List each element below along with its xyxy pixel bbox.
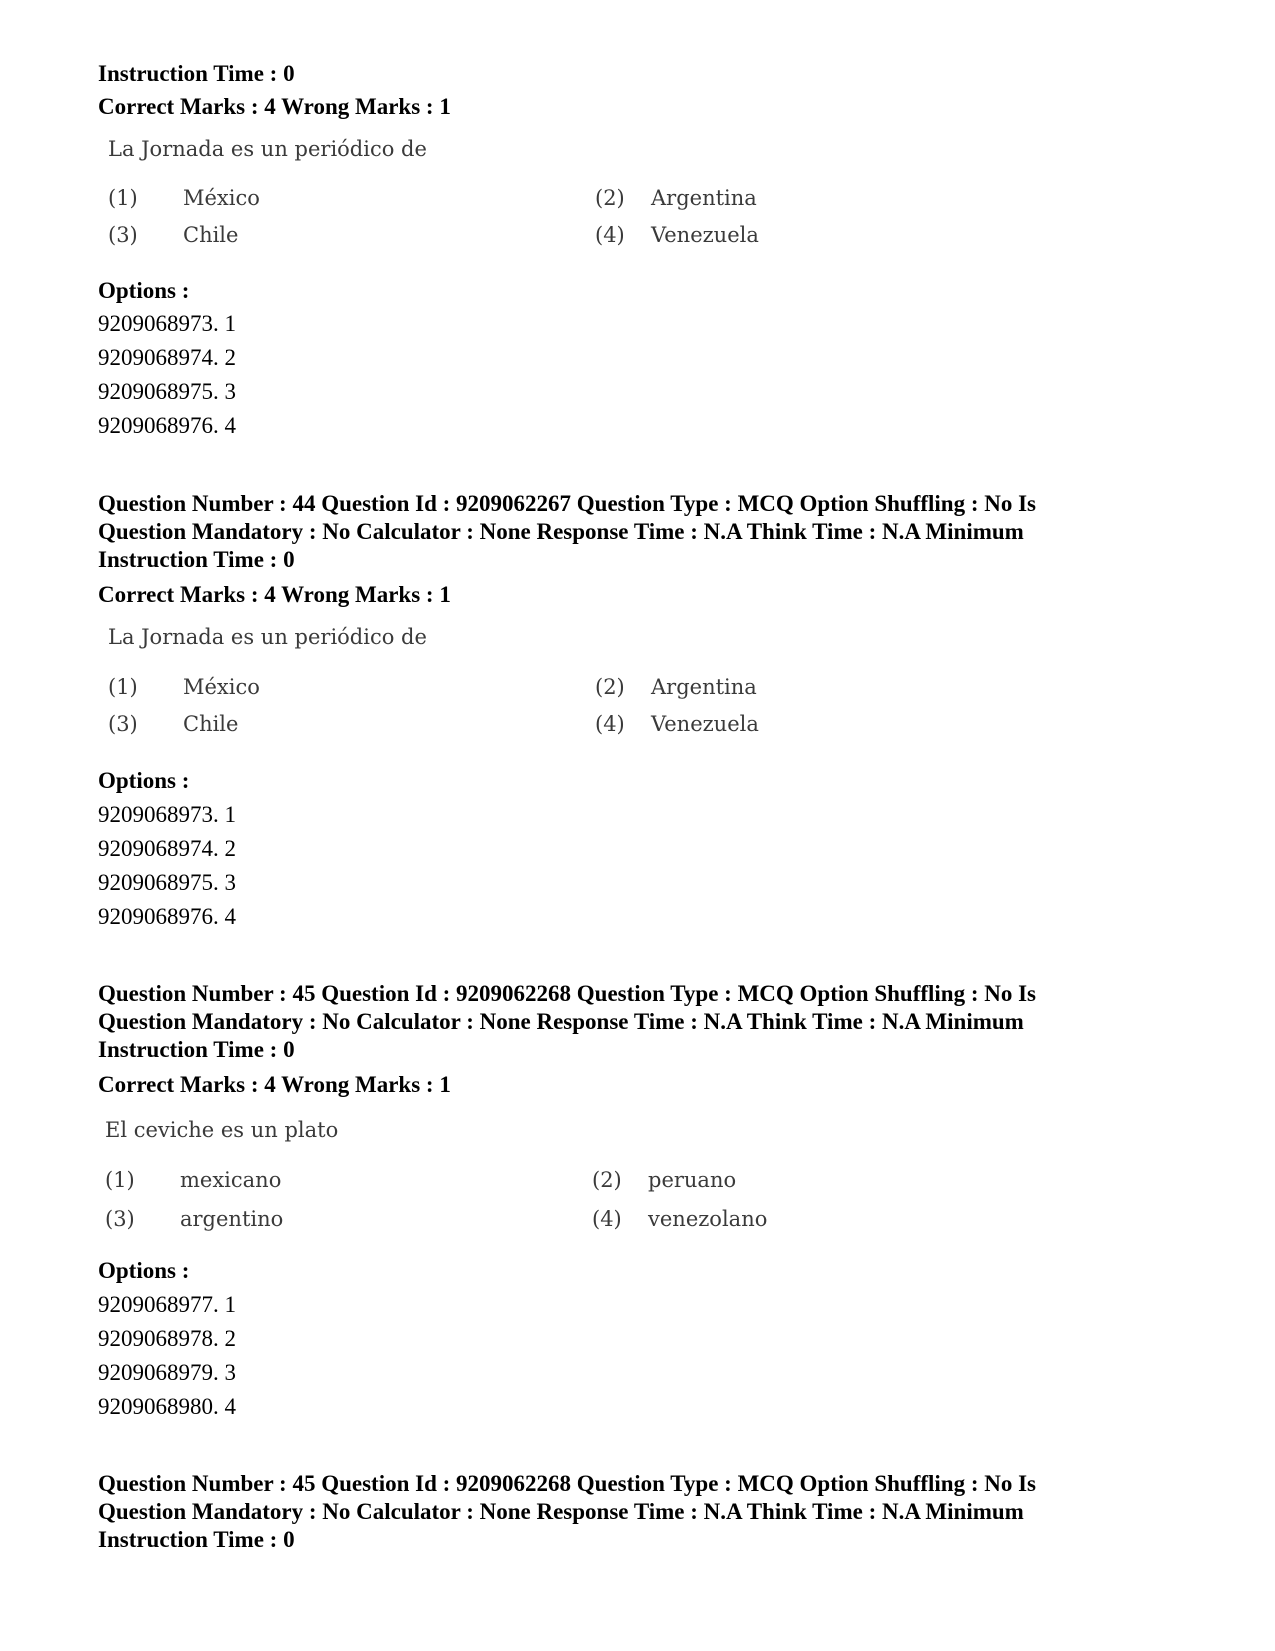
- choice-number: (1): [105, 1168, 135, 1192]
- option-item: 9209068976. 4: [98, 904, 236, 929]
- choice-number: (1): [108, 186, 138, 210]
- option-item: 9209068973. 1: [98, 311, 236, 336]
- choice-text: México: [183, 186, 260, 210]
- choice-text: venezolano: [648, 1207, 768, 1231]
- choice-text: Chile: [183, 223, 239, 247]
- option-item: 9209068975. 3: [98, 870, 236, 895]
- choice-text: argentino: [180, 1207, 284, 1231]
- option-item: 9209068977. 1: [98, 1292, 236, 1317]
- options-label: Options :: [98, 278, 190, 303]
- choice-number: (3): [105, 1207, 135, 1231]
- choice-number: (4): [595, 223, 625, 247]
- option-item: 9209068974. 2: [98, 836, 236, 861]
- options-label: Options :: [98, 1258, 190, 1283]
- option-item: 9209068976. 4: [98, 413, 236, 438]
- option-item: 9209068974. 2: [98, 345, 236, 370]
- choice-text: peruano: [648, 1168, 737, 1192]
- choice-text: Argentina: [651, 675, 757, 699]
- choice-number: (2): [595, 186, 625, 210]
- choice-text: Venezuela: [651, 223, 759, 247]
- choice-number: (3): [108, 223, 138, 247]
- option-item: 9209068980. 4: [98, 1394, 236, 1419]
- marks-line: Correct Marks : 4 Wrong Marks : 1: [98, 94, 451, 119]
- choice-number: (3): [108, 712, 138, 736]
- option-item: 9209068975. 3: [98, 379, 236, 404]
- question-header-line: Instruction Time : 0: [98, 1037, 295, 1062]
- option-item: 9209068978. 2: [98, 1326, 236, 1351]
- question-header-line: Question Number : 45 Question Id : 9209062268 Question Type : MCQ Option Shuffling : No Is: [98, 981, 1037, 1006]
- question-text: La Jornada es un periódico de: [108, 137, 427, 161]
- marks-line: Correct Marks : 4 Wrong Marks : 1: [98, 1072, 451, 1097]
- choice-text: México: [183, 675, 260, 699]
- choice-number: (4): [592, 1207, 622, 1231]
- question-header-line: Question Mandatory : No Calculator : None Response Time : N.A Think Time : N.A Minimum: [98, 519, 1024, 544]
- instruction-time: Instruction Time : 0: [98, 61, 295, 86]
- choice-text: mexicano: [180, 1168, 282, 1192]
- question-text: El ceviche es un plato: [105, 1118, 339, 1142]
- question-header-line: Instruction Time : 0: [98, 1527, 295, 1552]
- question-header-line: Question Mandatory : No Calculator : None Response Time : N.A Think Time : N.A Minimum: [98, 1009, 1024, 1034]
- choice-text: Argentina: [651, 186, 757, 210]
- question-header-line: Question Number : 45 Question Id : 9209062268 Question Type : MCQ Option Shuffling : No Is: [98, 1471, 1037, 1496]
- question-header-line: Question Number : 44 Question Id : 9209062267 Question Type : MCQ Option Shuffling : No Is: [98, 491, 1037, 516]
- choice-text: Chile: [183, 712, 239, 736]
- option-item: 9209068973. 1: [98, 802, 236, 827]
- marks-line: Correct Marks : 4 Wrong Marks : 1: [98, 582, 451, 607]
- choice-number: (1): [108, 675, 138, 699]
- question-text: La Jornada es un periódico de: [108, 625, 427, 649]
- choice-number: (2): [595, 675, 625, 699]
- question-header-line: Instruction Time : 0: [98, 547, 295, 572]
- option-item: 9209068979. 3: [98, 1360, 236, 1385]
- choice-number: (2): [592, 1168, 622, 1192]
- choice-text: Venezuela: [651, 712, 759, 736]
- options-label: Options :: [98, 768, 190, 793]
- choice-number: (4): [595, 712, 625, 736]
- question-header-line: Question Mandatory : No Calculator : None Response Time : N.A Think Time : N.A Minimum: [98, 1499, 1024, 1524]
